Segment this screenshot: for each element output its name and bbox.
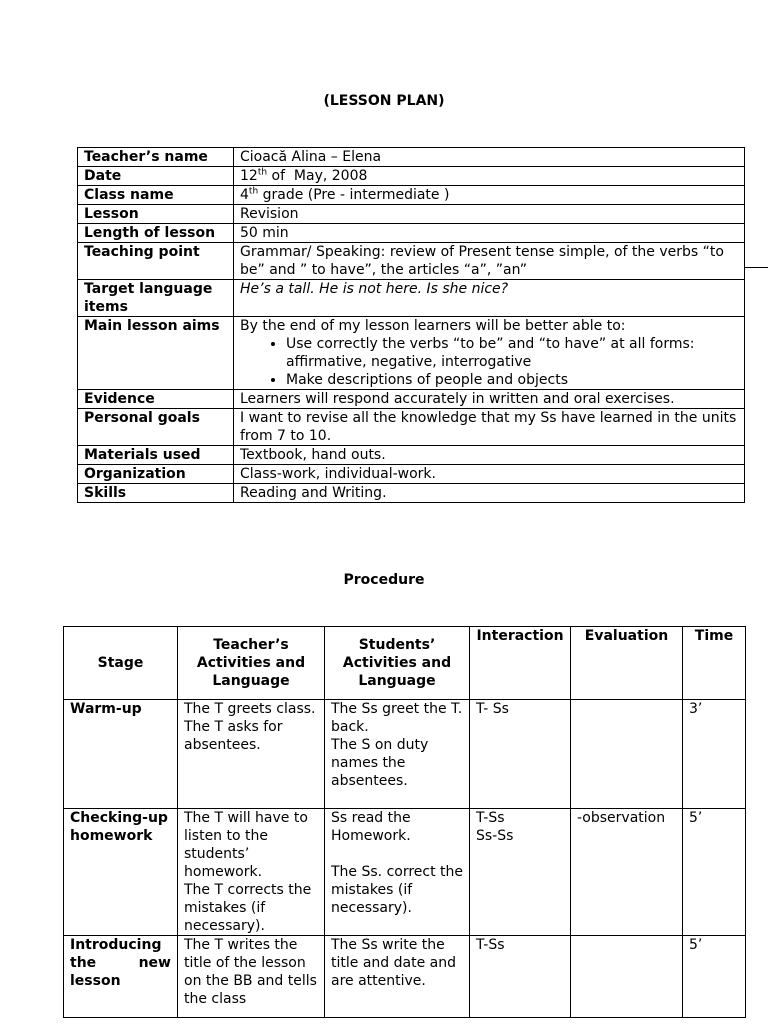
table-row — [78, 148, 745, 167]
stray-rule-line — [745, 267, 768, 268]
evaluation-cell — [571, 936, 683, 1018]
time-cell: 5’ — [683, 936, 746, 1018]
organization-label: Organization — [78, 465, 234, 484]
stage-line: Introducing — [70, 937, 162, 953]
teacher-name-label: Teacher’s name — [78, 148, 234, 167]
length-value: 50 min — [234, 224, 745, 243]
evaluation-cell: -observation — [571, 809, 683, 936]
lesson-value: Revision — [234, 205, 745, 224]
evidence-value: Learners will respond accurately in written and oral exercises. — [234, 390, 745, 409]
time-cell: 3’ — [683, 700, 746, 809]
date-value — [234, 167, 745, 186]
student-activity-part: The Ss. correct the mistakes (if necessary). — [331, 864, 464, 916]
table-row — [64, 700, 746, 809]
teacher-activity-cell: The T greets class. The T asks for absentees. — [178, 700, 325, 809]
organization-value: Class-work, individual-work. — [234, 465, 745, 484]
teacher-activity-cell: The T will have to listen to the students’ homework. The T corrects the mistakes (if necessary). — [178, 809, 325, 936]
date-suffix: th — [257, 167, 268, 178]
student-activity-cell: The Ss greet the T. back. The S on duty names the absentees. — [325, 700, 470, 809]
personal-goals-label: Personal goals — [78, 409, 234, 446]
interaction-cell: T-Ss — [470, 936, 571, 1018]
procedure-title: Procedure — [343, 572, 425, 588]
table-row — [78, 446, 745, 465]
table-row — [78, 224, 745, 243]
teaching-point-label: Teaching point — [78, 243, 234, 280]
personal-goals-value: I want to revise all the knowledge that my Ss have learned in the units from 7 to 10. — [234, 409, 745, 446]
table-row — [78, 409, 745, 446]
student-activity-part: Ss read the Homework. — [331, 810, 411, 844]
class-name-value — [234, 186, 745, 205]
table-row — [78, 317, 745, 390]
evaluation-cell — [571, 700, 683, 809]
table-row — [78, 280, 745, 317]
class-name-label: Class name — [78, 186, 234, 205]
skills-label: Skills — [78, 484, 234, 503]
teacher-activity-cell: The T writes the title of the lesson on the BB and tells the class — [178, 936, 325, 1018]
skills-value: Reading and Writing. — [234, 484, 745, 503]
page-title: (LESSON PLAN) — [323, 93, 445, 109]
header-teacher-activities: Teacher’s Activities and Language — [178, 627, 325, 700]
evidence-label: Evidence — [78, 390, 234, 409]
main-aims-value — [234, 317, 745, 390]
table-header-row — [64, 627, 746, 700]
header-stage: Stage — [64, 627, 178, 700]
time-cell: 5’ — [683, 809, 746, 936]
stage-cell: Checking-up homework — [64, 809, 178, 936]
materials-label: Materials used — [78, 446, 234, 465]
class-number: 4 — [240, 187, 249, 203]
header-time: Time — [683, 627, 746, 700]
lesson-label: Lesson — [78, 205, 234, 224]
table-row — [78, 205, 745, 224]
target-language-value: He’s a tall. He is not here. Is she nice? — [234, 280, 745, 317]
table-row — [78, 390, 745, 409]
target-language-label: Target language items — [78, 280, 234, 317]
main-aims-list — [240, 335, 738, 389]
stage-word: new — [138, 955, 171, 971]
table-row — [64, 809, 746, 936]
table-row — [78, 167, 745, 186]
interaction-cell: T-Ss Ss-Ss — [470, 809, 571, 936]
teaching-point-value: Grammar/ Speaking: review of Present tense simple, of the verbs “to be” and ” to have”, the articles “a”, ”an” — [234, 243, 745, 280]
stage-cell — [64, 936, 178, 1018]
class-suffix: th — [248, 186, 259, 197]
main-aims-label: Main lesson aims — [78, 317, 234, 390]
table-row — [78, 465, 745, 484]
interaction-cell: T- Ss — [470, 700, 571, 809]
student-activity-cell — [325, 809, 470, 936]
procedure-table — [63, 626, 746, 1018]
stage-cell: Warm-up — [64, 700, 178, 809]
stage-line — [70, 954, 171, 972]
date-day: 12 — [240, 168, 258, 184]
header-evaluation: Evaluation — [571, 627, 683, 700]
list-item: • Make descriptions of people and objects — [286, 371, 738, 389]
table-row — [64, 936, 746, 1018]
length-label: Length of lesson — [78, 224, 234, 243]
class-rest: grade (Pre - intermediate ) — [258, 187, 450, 203]
teacher-name-value: Cioacă Alina – Elena — [234, 148, 745, 167]
student-activity-cell: The Ss write the title and date and are attentive. — [325, 936, 470, 1018]
lesson-info-table — [77, 147, 745, 503]
date-rest: of May, 2008 — [267, 168, 368, 184]
table-row — [78, 186, 745, 205]
table-row — [78, 243, 745, 280]
list-item: • Use correctly the verbs “to be” and “to have” at all forms: affirmative, negative, interrogative — [286, 335, 738, 371]
main-aims-intro: By the end of my lesson learners will be better able to: — [240, 318, 626, 334]
header-interaction: Interaction — [470, 627, 571, 700]
materials-value: Textbook, hand outs. — [234, 446, 745, 465]
header-students-activities: Students’ Activities and Language — [325, 627, 470, 700]
date-label: Date — [78, 167, 234, 186]
stage-line: lesson — [70, 973, 121, 989]
table-row — [78, 484, 745, 503]
stage-word: the — [70, 955, 97, 971]
